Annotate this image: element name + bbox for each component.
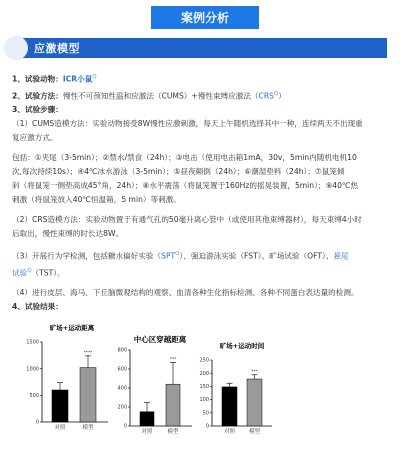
x-tick-label: 模型	[82, 425, 94, 431]
crs-link[interactable]: CRS	[258, 91, 274, 101]
y-tick-label: 200	[199, 370, 209, 377]
animal-line	[12, 70, 388, 87]
tail-suspension-link-cont[interactable]: 试验	[12, 268, 28, 278]
step1-list-l3: 斜（将鼠笼一侧垫高成45°角，24h）；⑧水平震荡（将鼠笼置于160Hz的摇晃装置，5min）；⑨40℃热	[12, 181, 359, 191]
step3-line1	[12, 247, 388, 264]
bar	[80, 368, 96, 422]
results-label: 4、试验结果：	[12, 302, 63, 312]
chart-title: 中心区穿越距离	[133, 335, 187, 344]
y-tick-label: 400	[117, 385, 127, 392]
y-tick-label: 200	[117, 404, 127, 411]
bar	[52, 390, 68, 422]
y-tick-label: 100	[199, 397, 209, 404]
tail-suspension-link[interactable]: 悬尾	[333, 251, 349, 261]
y-tick-label: 500	[29, 392, 39, 399]
step1-list-l4: 刺激（将鼠笼放入40℃恒温箱，5 min）等刺激。	[12, 195, 181, 205]
step2-line1: （2）CRS造模方法：实验动物置于有通气孔的50毫升离心管中（或使用其他束缚器材），每天束缚4小时	[12, 215, 362, 225]
method-text: 慢性不可预知性温和应激法（CUMS）+慢性束缚应激法（	[62, 91, 259, 101]
y-tick-label: 250	[199, 357, 209, 364]
step3-pre: （3）开展行为学检测，包括糖水偏好实验（	[12, 251, 162, 261]
step3-line2	[12, 264, 388, 281]
section-title: 应激模型	[34, 42, 80, 55]
method-tail: ）	[278, 91, 286, 101]
x-tick-label: 模型	[167, 429, 179, 435]
y-tick-label: 600	[117, 366, 127, 373]
step1-list-l1: 包括：①夹尾（3-5min）；②禁水/禁食（24h）；③电击（使用电击箱1mA，30v，5min内随机电机10	[12, 153, 357, 163]
chart-open-field-time	[196, 338, 286, 443]
chart-svg	[108, 332, 198, 442]
step3-mid: ）、强迫游泳实验（FST）、旷场试验（OFT）、	[179, 251, 334, 261]
x-tick-label: 对照	[141, 429, 153, 435]
significance-label: ***	[169, 357, 177, 363]
bar	[247, 379, 262, 426]
search-icon: Q	[27, 267, 32, 274]
chart-center-distance	[108, 332, 198, 442]
y-tick-label: 50	[202, 410, 209, 417]
x-tick-label: 模型	[248, 429, 261, 435]
chart-title: 旷场+运动距离	[49, 324, 95, 332]
chart-svg	[22, 320, 112, 440]
search-icon: Q	[273, 90, 279, 97]
y-tick-label: 0	[205, 423, 209, 430]
animal-label: 1、试验动物：	[12, 74, 63, 84]
section-header	[6, 38, 387, 58]
y-tick-label: 0	[123, 423, 127, 430]
bar	[166, 384, 180, 426]
step1-list-l2: 次,每次持续10s）；④4℃冰水游泳（3-5min）；⑤昼夜颠倒（24h）；⑥潮湿垫料（24h）；⑦鼠笼倾	[12, 167, 345, 177]
significance-label: ***	[251, 369, 258, 375]
chart-title: 旷场+运动时间	[219, 342, 265, 350]
step1-line2: 复应激方式。	[12, 133, 58, 143]
content-body	[12, 70, 388, 314]
y-tick-label: 0	[35, 419, 39, 426]
results-charts	[0, 318, 415, 450]
method-line	[12, 87, 388, 104]
step3-line2-tail: （TST）。	[31, 268, 65, 278]
search-icon: Q	[175, 251, 180, 258]
chart-svg	[196, 338, 286, 443]
method-label: 2、试验方法：	[12, 91, 63, 101]
y-tick-label: 1500	[26, 339, 39, 346]
search-icon: Q	[92, 74, 97, 80]
y-tick-label: 150	[199, 384, 209, 390]
step1-line1: （1）CUMS造模方法：实验动物接受8W慢性应激刺激，每天上午随机选择其中一种，连续两天不出现重	[12, 119, 363, 129]
step4-line: （4）进行皮层、海马、下丘脑微观结构的观察、血清各种生化指标检测、各种不同蛋白表达量的检测。	[12, 288, 359, 298]
bar	[140, 412, 154, 426]
steps-label: 3、试验步骤：	[12, 105, 63, 115]
animal-link[interactable]: ICR小鼠	[62, 74, 93, 84]
x-tick-label: 对照	[54, 425, 66, 431]
significance-label: ****	[83, 350, 93, 356]
step2-line2: 后取出，慢性束缚的时长达8W。	[12, 229, 124, 239]
header-circle-icon	[4, 36, 28, 60]
bar	[222, 387, 237, 426]
x-tick-label: 对照	[223, 429, 236, 435]
spt-link[interactable]: SPT	[161, 251, 176, 261]
chart-open-field-distance	[22, 320, 112, 440]
y-tick-label: 1000	[26, 366, 39, 373]
y-tick-label: 800	[117, 347, 127, 354]
case-analysis-button[interactable]: 案例分析	[151, 6, 259, 29]
